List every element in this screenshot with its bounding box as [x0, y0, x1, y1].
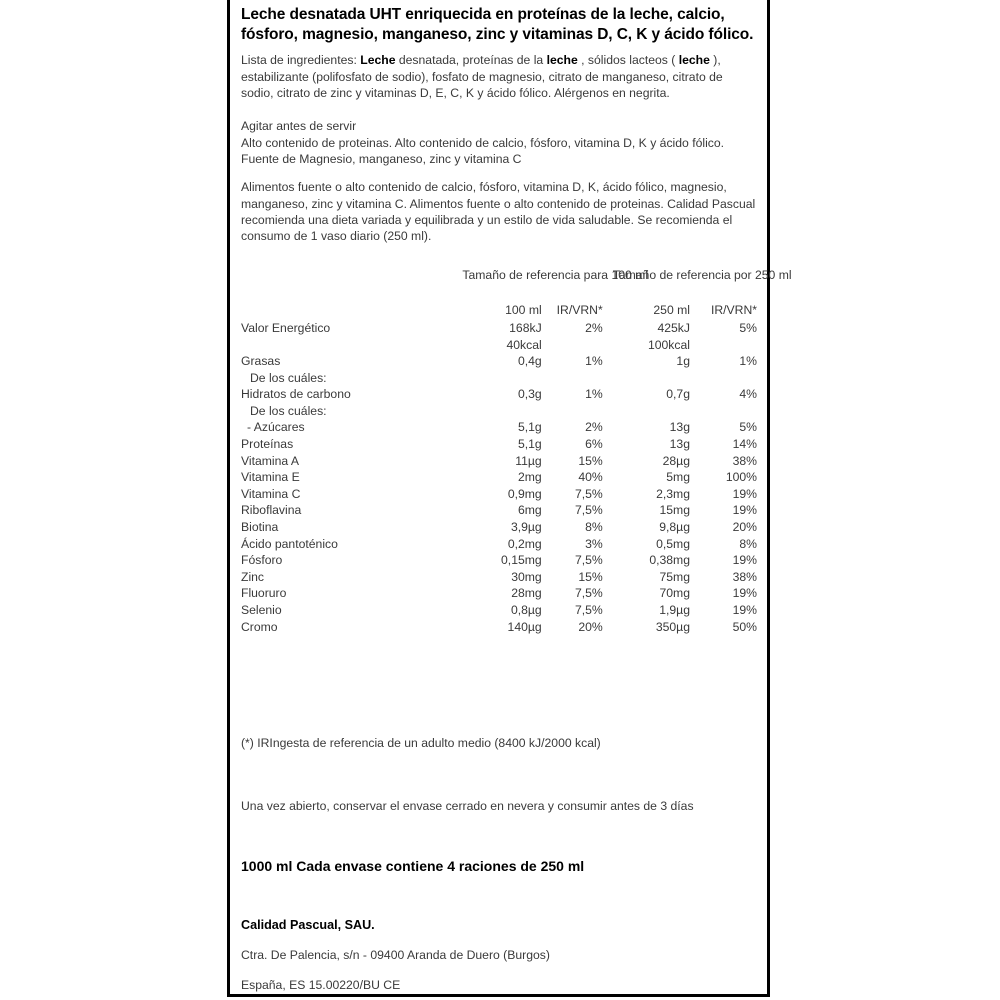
table-row: [241, 436, 757, 453]
header-group-250ml: Tamaño de referencia por 250 ml: [612, 267, 792, 282]
nutrient-percent-250ml: 19%: [732, 503, 757, 518]
nutrient-percent-100ml: [546, 370, 613, 387]
nutrient-value-100ml: 3,9µg: [510, 520, 542, 535]
table-row: [241, 453, 757, 470]
header-nutrient-col: [241, 302, 462, 320]
nutrient-value-100ml: 11µg: [515, 453, 542, 468]
nutrient-percent-100ml: 20%: [578, 619, 603, 634]
table-row: [241, 370, 757, 387]
nutrient-value-100ml: 5,1g: [517, 437, 542, 452]
nutrient-percent-100ml: 7,5%: [574, 503, 603, 518]
nutrient-name: Fósforo: [241, 553, 283, 568]
nutrient-percent-100ml: 1%: [585, 387, 603, 402]
nutrient-percent-250ml: 50%: [732, 619, 757, 634]
header-pct-250ml: IR/VRN*: [710, 303, 757, 318]
table-row: [241, 585, 757, 602]
nutrient-name: Hidratos de carbono: [241, 387, 351, 402]
nutrient-name: Valor Energético: [241, 320, 331, 335]
nutrient-percent-250ml: 14%: [732, 437, 757, 452]
header-pct-100ml: IR/VRN*: [556, 303, 603, 318]
allergen-leche-3: leche: [678, 53, 710, 68]
nutrient-percent-100ml: 1%: [585, 354, 603, 369]
ir-footnote: (*) IRIngesta de referencia de un adulto medio (8400 kJ/2000 kcal): [241, 736, 601, 751]
nutrient-name: De los cuáles:: [250, 403, 327, 418]
nutrient-value-250ml: 13g: [669, 437, 690, 452]
nutrient-percent-250ml: [694, 403, 757, 420]
storage-instructions: Una vez abierto, conservar el envase cerrado en nevera y consumir antes de 3 días: [241, 799, 694, 814]
nutrient-name: Biotina: [241, 520, 279, 535]
allergen-leche-1: Leche: [360, 53, 396, 68]
table-row: [241, 502, 757, 519]
nutrient-value-100ml: 28mg: [511, 586, 542, 601]
nutrient-percent-250ml: 5%: [739, 320, 757, 335]
nutrient-percent-250ml: 4%: [739, 387, 757, 402]
ingredients-part-2: , sólidos lacteos (: [577, 53, 679, 68]
table-row: [241, 619, 757, 636]
page-title: Leche desnatada UHT enriquecida en proteínas de la leche, calcio, fósforo, magnesio, manganeso, zinc y vitaminas D, C, K y ácido fólico.: [241, 6, 754, 44]
nutrient-percent-250ml: 5%: [739, 420, 757, 435]
table-row: [241, 320, 757, 337]
nutrient-value-250ml: [613, 403, 694, 420]
nutrient-value-250ml: 1g: [676, 354, 690, 369]
nutrient-name: Vitamina E: [241, 470, 300, 485]
nutrient-value-100ml: 0,15mg: [501, 553, 542, 568]
nutrient-value-250ml: 350µg: [655, 619, 690, 634]
ingredients-list: [241, 52, 757, 101]
nutrient-name: Riboflavina: [241, 503, 302, 518]
nutrient-value-100ml: 0,8µg: [510, 603, 542, 617]
nutrient-value-100ml: 0,2mg: [507, 536, 542, 551]
company-address: Ctra. De Palencia, s/n - 09400 Aranda de Duero (Burgos): [241, 948, 550, 963]
nutrient-percent-100ml: 2%: [585, 420, 603, 435]
nutrient-percent-100ml: 8%: [585, 520, 603, 535]
nutrient-percent-250ml: [694, 337, 757, 354]
nutrient-value-100ml: 2mg: [517, 470, 542, 485]
nutrient-percent-100ml: 7,5%: [574, 553, 603, 568]
nutrient-percent-250ml: [694, 370, 757, 387]
nutrient-percent-100ml: 7,5%: [574, 586, 603, 601]
table-row: [241, 403, 757, 420]
nutrition-label-panel: [227, 0, 792, 997]
nutrient-value-250ml: 0,7g: [666, 387, 690, 402]
nutrient-percent-100ml: 7,5%: [574, 486, 603, 501]
table-row: [241, 419, 757, 436]
nutrient-percent-250ml: 100%: [725, 470, 757, 485]
nutrition-facts-table: [241, 267, 792, 635]
nutrient-value-250ml: 1,9µg: [659, 603, 690, 617]
nutrient-percent-250ml: 20%: [732, 520, 757, 535]
nutrient-percent-100ml: [546, 403, 613, 420]
health-registration-number: España, ES 15.00220/BU CE: [241, 977, 401, 992]
shake-instruction: Agitar antes de servir: [241, 119, 357, 134]
nutrient-value-100ml: 40kcal: [506, 337, 542, 352]
table-header-units: [241, 302, 757, 320]
nutrient-value-250ml: 13g: [669, 420, 690, 435]
nutrient-value-250ml: 0,38mg: [649, 553, 690, 568]
nutrient-name: - Azúcares: [247, 420, 305, 435]
table-row: [241, 386, 757, 403]
nutrient-name: De los cuáles:: [250, 370, 327, 385]
nutrient-percent-250ml: 38%: [732, 569, 757, 584]
nutrient-value-100ml: 30mg: [511, 569, 542, 584]
nutrient-value-250ml: 2,3mg: [656, 486, 690, 501]
nutrient-name: Zinc: [241, 569, 265, 584]
table-row: [241, 519, 757, 536]
nutrient-percent-250ml: 8%: [739, 536, 757, 551]
nutrient-percent-250ml: 19%: [732, 603, 757, 617]
nutrient-percent-100ml: 3%: [585, 536, 603, 551]
nutrient-value-250ml: 9,8µg: [659, 520, 690, 535]
nutrient-name: Cromo: [241, 619, 278, 634]
nutrient-percent-250ml: 19%: [732, 553, 757, 568]
ingredients-label: Lista de ingredientes:: [241, 53, 361, 68]
nutrient-value-250ml: 5mg: [666, 470, 690, 485]
nutrient-percent-100ml: 40%: [578, 470, 603, 485]
header-group-100ml: Tamaño de referencia para 100 ml: [462, 267, 649, 282]
table-row: [241, 569, 757, 586]
table-header-groups: [241, 267, 757, 286]
ingredients-part-3: ), estabilizante (polifosfato de sodio), fosfato de magnesio, citrato de manganeso, citrato de sodio, citrato de zinc y vitaminas D, E, C, K y ácido fólico. Alérgenos en negrita.: [241, 53, 723, 100]
nutrient-value-100ml: 6mg: [517, 503, 542, 518]
table-row: [241, 337, 757, 354]
nutrient-value-100ml: 140µg: [507, 619, 542, 634]
nutrient-value-100ml: [462, 403, 545, 420]
nutrient-value-250ml: 70mg: [659, 586, 690, 601]
nutrient-percent-100ml: 15%: [578, 569, 603, 584]
nutrient-value-250ml: 28µg: [662, 453, 690, 468]
nutrient-value-250ml: 75mg: [659, 569, 690, 584]
nutrient-value-100ml: 0,3g: [517, 387, 542, 402]
nutrition-claims: Alto contenido de proteinas. Alto contenido de calcio, fósforo, vitamina D, K y ácido fólico. Fuente de Magnesio, manganeso, zinc y vitamina C: [241, 135, 725, 166]
allergen-leche-2: leche: [546, 53, 578, 68]
nutrient-value-250ml: 15mg: [659, 503, 690, 518]
nutrient-name: Vitamina A: [241, 453, 300, 468]
table-row: [241, 486, 757, 503]
table-row: [241, 469, 757, 486]
nutrient-value-250ml: 100kcal: [647, 337, 690, 352]
table-body: [241, 320, 757, 635]
nutrient-percent-250ml: 19%: [732, 586, 757, 601]
nutrient-name: Selenio: [241, 603, 282, 617]
nutrient-name: Vitamina C: [241, 486, 301, 501]
nutrient-value-250ml: 425kJ: [657, 320, 690, 335]
dietary-advice: Alimentos fuente o alto contenido de calcio, fósforo, vitamina D, K, ácido fólico, magnesio, manganeso, zinc y vitamina C. Alimentos fuente o alto contenido de proteinas. Calidad Pascual recomienda una dieta variada y equilibrada y un estilo de vida saludable. Se recomienda el consumo de 1 vaso diario (250 ml).: [241, 180, 756, 244]
table-row: [241, 602, 757, 619]
table-header: [241, 267, 792, 320]
nutrient-percent-100ml: 15%: [578, 453, 603, 468]
ingredients-part-1: desnatada, proteínas de la: [395, 53, 547, 68]
nutrient-name: Grasas: [241, 354, 281, 369]
header-spacer: [241, 267, 462, 286]
header-spacer-row: [241, 285, 757, 302]
nutrient-percent-100ml: 7,5%: [574, 603, 603, 617]
header-unit-250ml: 250 ml: [653, 303, 690, 318]
table-row: [241, 353, 757, 370]
nutrient-value-100ml: 5,1g: [517, 420, 542, 435]
nutrient-value-250ml: [613, 370, 694, 387]
nutrient-percent-250ml: 19%: [732, 486, 757, 501]
nutrient-value-250ml: 0,5mg: [656, 536, 690, 551]
company-name: Calidad Pascual, SAU.: [241, 918, 375, 933]
nutrient-percent-250ml: 38%: [732, 453, 757, 468]
nutrient-name: [241, 337, 462, 354]
table-row: [241, 552, 757, 569]
nutrient-value-100ml: 0,4g: [517, 354, 542, 369]
nutrient-value-100ml: 168kJ: [509, 320, 542, 335]
nutrient-value-100ml: [462, 370, 545, 387]
nutrient-name: Proteínas: [241, 437, 294, 452]
nutrient-percent-250ml: 1%: [739, 354, 757, 369]
nutrient-percent-100ml: [546, 337, 613, 354]
nutrient-percent-100ml: 6%: [585, 437, 603, 452]
nutrient-value-100ml: 0,9mg: [507, 486, 542, 501]
table-row: [241, 536, 757, 553]
nutrient-percent-100ml: 2%: [585, 320, 603, 335]
nutrient-name: Ácido pantoténico: [241, 536, 338, 551]
header-unit-100ml: 100 ml: [505, 303, 542, 318]
nutrient-name: Fluoruro: [241, 586, 287, 601]
net-volume-servings: 1000 ml Cada envase contiene 4 raciones de 250 ml: [241, 857, 585, 874]
